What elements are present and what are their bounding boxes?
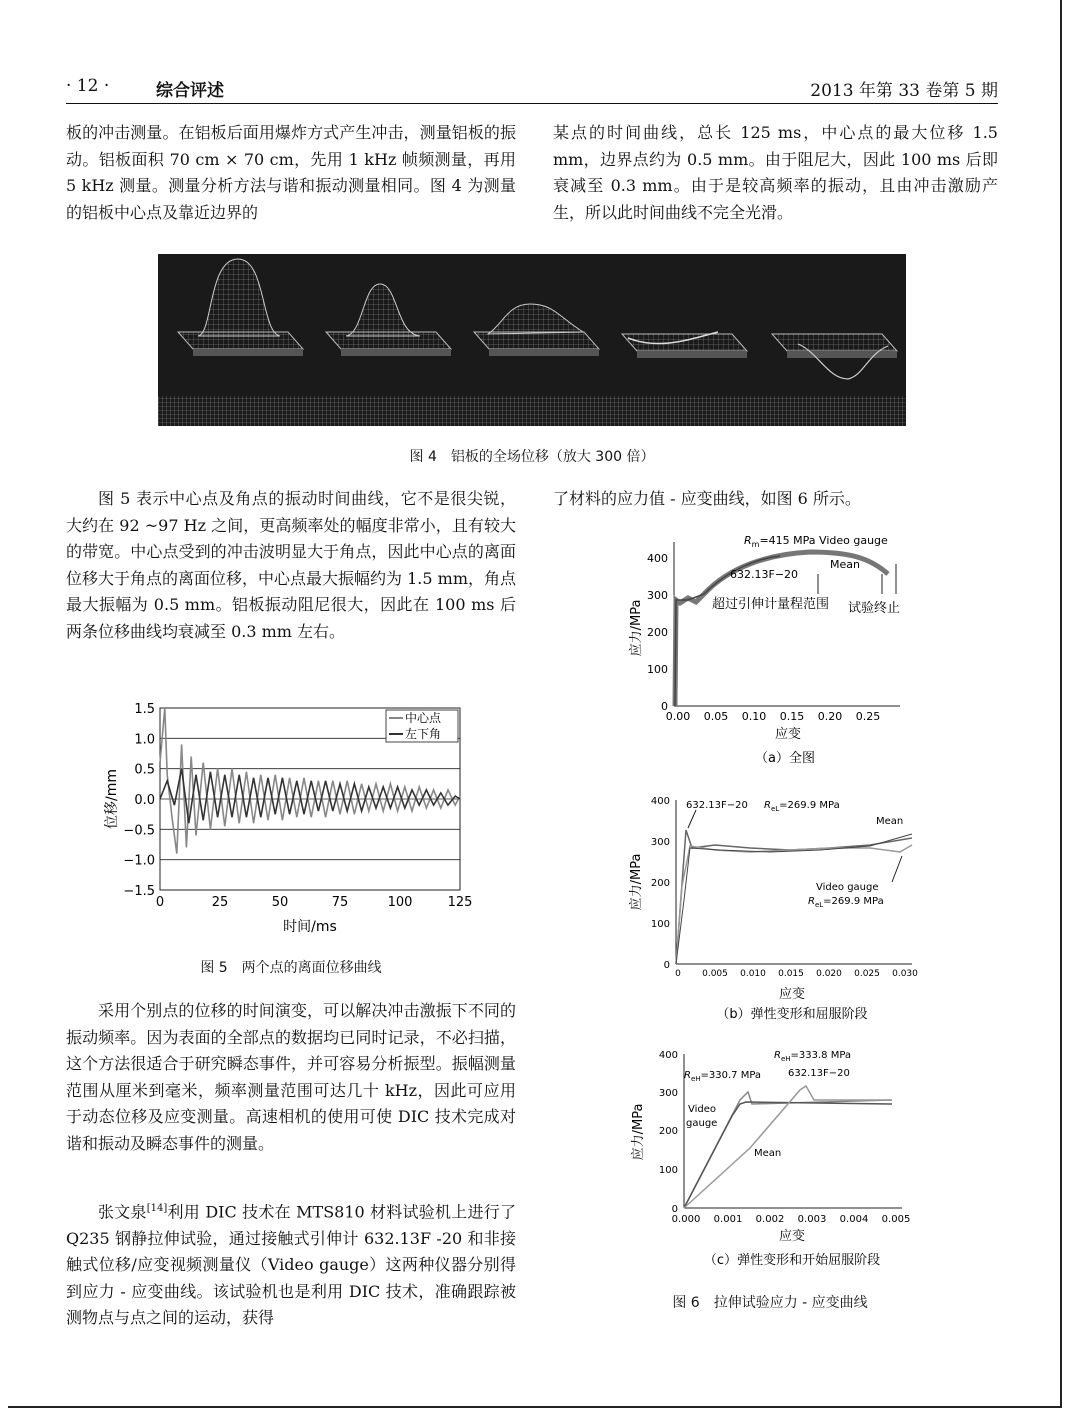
fig6c-ann-r1: $R_{eH}=333.8$ MPa: [774, 1050, 852, 1063]
reference-14[interactable]: [14]: [146, 1203, 168, 1214]
fig6c-caption: （c）弹性变形和开始屈服阶段: [703, 1253, 881, 1268]
plate-3: [474, 304, 599, 356]
fig5-xtick-label: 0: [155, 895, 165, 910]
plate-4: [622, 332, 747, 358]
fig6b-xtick: 0.010: [740, 969, 766, 979]
fig6a-x-label: 应变: [774, 727, 802, 742]
fig5-legend: [386, 710, 458, 742]
fig6a-xtick: 0.15: [779, 710, 805, 723]
fig6c-xtick: 0.000: [671, 1214, 701, 1225]
fig5-xtick-label: 25: [211, 895, 229, 910]
fig6c-ann-gauge: gauge: [686, 1118, 718, 1129]
fig6b-x-ticks: [675, 969, 918, 979]
figure-4-plates: [158, 254, 906, 426]
fig6b-xtick: 0.025: [854, 969, 880, 979]
fig5-xtick-label: 50: [271, 895, 289, 910]
fig6a-xtick: 0.05: [703, 710, 729, 723]
fig6a-xtick: 0.20: [817, 710, 843, 723]
fig6c-xtick: 0.005: [881, 1214, 911, 1225]
figure-6c-chart: [620, 1042, 920, 1274]
fig6b-ann-632: 632.13F−20: [686, 800, 748, 811]
fig6a-ann-632: 632.13F−20: [730, 568, 799, 581]
plate-2: [326, 284, 451, 356]
figure-4-colorbar: [158, 396, 906, 426]
fig6a-y-ticks: [647, 552, 668, 713]
figure-6-caption: 图 6 拉伸试验应力 - 应变曲线: [672, 1295, 868, 1311]
fig6b-ytick: 300: [650, 837, 670, 848]
fig5-ytick-label: −1.5: [123, 884, 155, 899]
issue-info: 2013 年第 33 卷第 5 期: [810, 81, 998, 101]
fig6c-ytick: 300: [658, 1088, 678, 1099]
fig6c-ytick: 0: [671, 1204, 678, 1215]
author-name: 张文泉: [98, 1202, 147, 1222]
fig5-xtick-label: 75: [331, 895, 349, 910]
fig6b-ytick: 0: [663, 960, 670, 971]
paragraph-6: 张文泉[14]利用 DIC 技术在 MTS810 材料试验机上进行了 Q235 钢静拉伸试验，通过接触式引伸计 632.13F -20 和非接触式位移/应变视频测量仪（Video gauge）这两种仪器分别得到应力 - 应变曲线。该试验机也是利用 DIC 技术，准确跟踪被测物点与点之间的运动，获得: [66, 1202, 516, 1328]
header-rule: [66, 103, 998, 104]
paragraph-1: 板的冲击测量。在铝板后面用爆炸方式产生冲击，测量铝板的振动。铝板面积 70 cm × 70 cm，先用 1 kHz 帧频测量，再用 5 kHz 测量。测量分析方法与谐和振动测量相同。图 4 为测量的铝板中心点及靠近边界的: [66, 123, 516, 222]
fig6c-y-label: 应力/MPa: [631, 1103, 646, 1161]
paragraph-2: 某点的时间曲线，总长 125 ms，中心点的最大位移 1.5 mm，边界点约为 0.5 mm。由于阻尼大，因此 100 ms 后即衰减至 0.3 mm。由于是较高频率的振动，且由冲击激励产生，所以此时间曲线不完全光滑。: [553, 123, 998, 222]
fig6a-ann-range: 超过引伸计量程范围: [712, 597, 830, 612]
fig6b-xtick: 0.020: [816, 969, 842, 979]
fig6c-xtick: 0.002: [755, 1214, 785, 1225]
fig5-ytick-label: 1.0: [134, 732, 155, 748]
fig6c-y-ticks: [659, 1050, 678, 1215]
fig6c-ann-r2: $R_{eH}=330.7$ MPa: [684, 1070, 762, 1083]
fig6b-xtick: 0.005: [702, 969, 728, 979]
fig5-ytick-label: 0.5: [134, 762, 155, 778]
fig6a-ann-ru: $R_m=415$ MPa Video gauge: [744, 534, 888, 549]
fig5-ytick-label: −1.0: [123, 853, 155, 869]
fig6c-xtick: 0.004: [839, 1214, 869, 1225]
legend-center-point: 中心点: [405, 711, 442, 725]
fig6a-ytick: 300: [647, 589, 668, 602]
fig6b-arrow-632: [688, 810, 696, 828]
fig6c-x-ticks: [672, 1214, 911, 1225]
legend-lower-left-corner: 左下角: [405, 727, 442, 741]
fig6c-ytick: 100: [658, 1165, 678, 1176]
fig6a-x-ticks: [666, 710, 881, 723]
fig6b-ytick: 200: [650, 878, 670, 889]
fig6b-y-ticks: [651, 796, 670, 971]
fig6a-ytick: 0: [661, 700, 668, 713]
fig6a-caption: （a）全图: [755, 751, 815, 766]
fig6b-caption: （b）弹性变形和屈服阶段: [716, 1007, 868, 1022]
section-title: 综合评述: [156, 81, 224, 101]
plate-5: [772, 334, 897, 379]
fig6b-xtick: 0.015: [778, 969, 804, 979]
fig6a-ann-end: 试验终止: [848, 601, 901, 616]
fig6a-ann-mean: Mean: [830, 558, 860, 571]
fig6c-xtick: 0.003: [797, 1214, 827, 1225]
page-number: · 12 ·: [66, 76, 110, 96]
figure-5-caption: 图 5 两个点的离面位移曲线: [200, 960, 382, 976]
fig6b-ytick: 100: [650, 919, 670, 930]
fig6b-ytick: 400: [650, 796, 670, 807]
fig5-ytick-label: 0.0: [134, 793, 155, 808]
fig5-y-label: 位移/mm: [104, 769, 120, 829]
fig6a-y-label: 应力/MPa: [629, 599, 644, 657]
figure-4-caption: 图 4 铝板的全场位移（放大 300 倍）: [409, 449, 655, 465]
fig6b-x-label: 应变: [778, 987, 806, 1002]
fig6a-ytick: 200: [647, 626, 668, 639]
fig6b-ann-vg: Video gauge: [816, 882, 879, 893]
figure-6b-chart: [620, 790, 925, 1026]
fig6a-ytick: 100: [647, 663, 668, 676]
fig6c-ann-video: Video: [688, 1104, 717, 1115]
fig6c-ann-mean: Mean: [754, 1148, 782, 1159]
fig6b-ann-r1: $R_{eL}=269.9$ MPa: [764, 800, 840, 813]
plate-1: [178, 259, 303, 356]
fig6c-x-label: 应变: [778, 1229, 806, 1244]
fig5-x-label: 时间/ms: [283, 919, 337, 935]
fig5-xtick-label: 125: [447, 895, 473, 910]
figure-4-image: [158, 254, 906, 426]
running-header: [66, 76, 998, 100]
fig6b-xtick: 0: [675, 969, 681, 979]
fig6a-xtick: 0.25: [855, 710, 881, 723]
paragraph-5: 采用个别点的位移的时间演变，可以解决冲击激振下不同的振动频率。因为表面的全部点的数据均已同时记录，不必扫描，这个方法很适合于研究瞬态事件，并可容易分析振型。振幅测量范围从厘米到毫米，频率测量范围可达几十 kHz，因此可应用于动态位移及应变测量。高速相机的使用可使 DIC 技术完成对谐和振动及瞬态事件的测量。: [66, 1001, 516, 1153]
fig5-ytick-label: −0.5: [123, 823, 155, 839]
fig6b-ann-r2: $R_{eL}=269.9$ MPa: [808, 896, 884, 909]
fig5-xtick-label: 100: [387, 895, 413, 910]
fig6c-ann-632: 632.13F−20: [788, 1068, 850, 1079]
fig5-ytick-label: 1.5: [134, 702, 155, 717]
fig6b-ann-mean: Mean: [876, 816, 904, 827]
figure-6a-chart: [620, 528, 920, 773]
figure-5-chart: [100, 698, 500, 938]
fig6c-xtick: 0.001: [713, 1214, 743, 1225]
fig6a-xtick: 0.00: [665, 710, 691, 723]
fig6b-arrow-vg: [892, 856, 902, 882]
fig6c-ytick: 200: [658, 1126, 678, 1137]
paragraph-3: 图 5 表示中心点及角点的振动时间曲线，它不是很尖锐，大约在 92 ~97 Hz 之间，更高频率处的幅度非常小，且有较大的带宽。中心点受到的冲击波明显大于角点，因此中心点的离面位移大于角点的离面位移，中心点最大振幅约为 1.5 mm，角点最大振幅为 0.5 mm。铝板振动阻尼很大，因此在 100 ms 后两条位移曲线均衰减至 0.3 mm 左右。: [66, 489, 516, 641]
paragraph-4: 了材料的应力值 - 应变曲线，如图 6 所示。: [553, 489, 861, 508]
fig6b-xtick: 0.030: [892, 969, 918, 979]
fig6a-xtick: 0.10: [741, 710, 767, 723]
fig6a-ytick: 400: [647, 552, 668, 565]
fig6b-y-label: 应力/MPa: [629, 853, 644, 911]
fig6c-ytick: 400: [658, 1050, 678, 1061]
